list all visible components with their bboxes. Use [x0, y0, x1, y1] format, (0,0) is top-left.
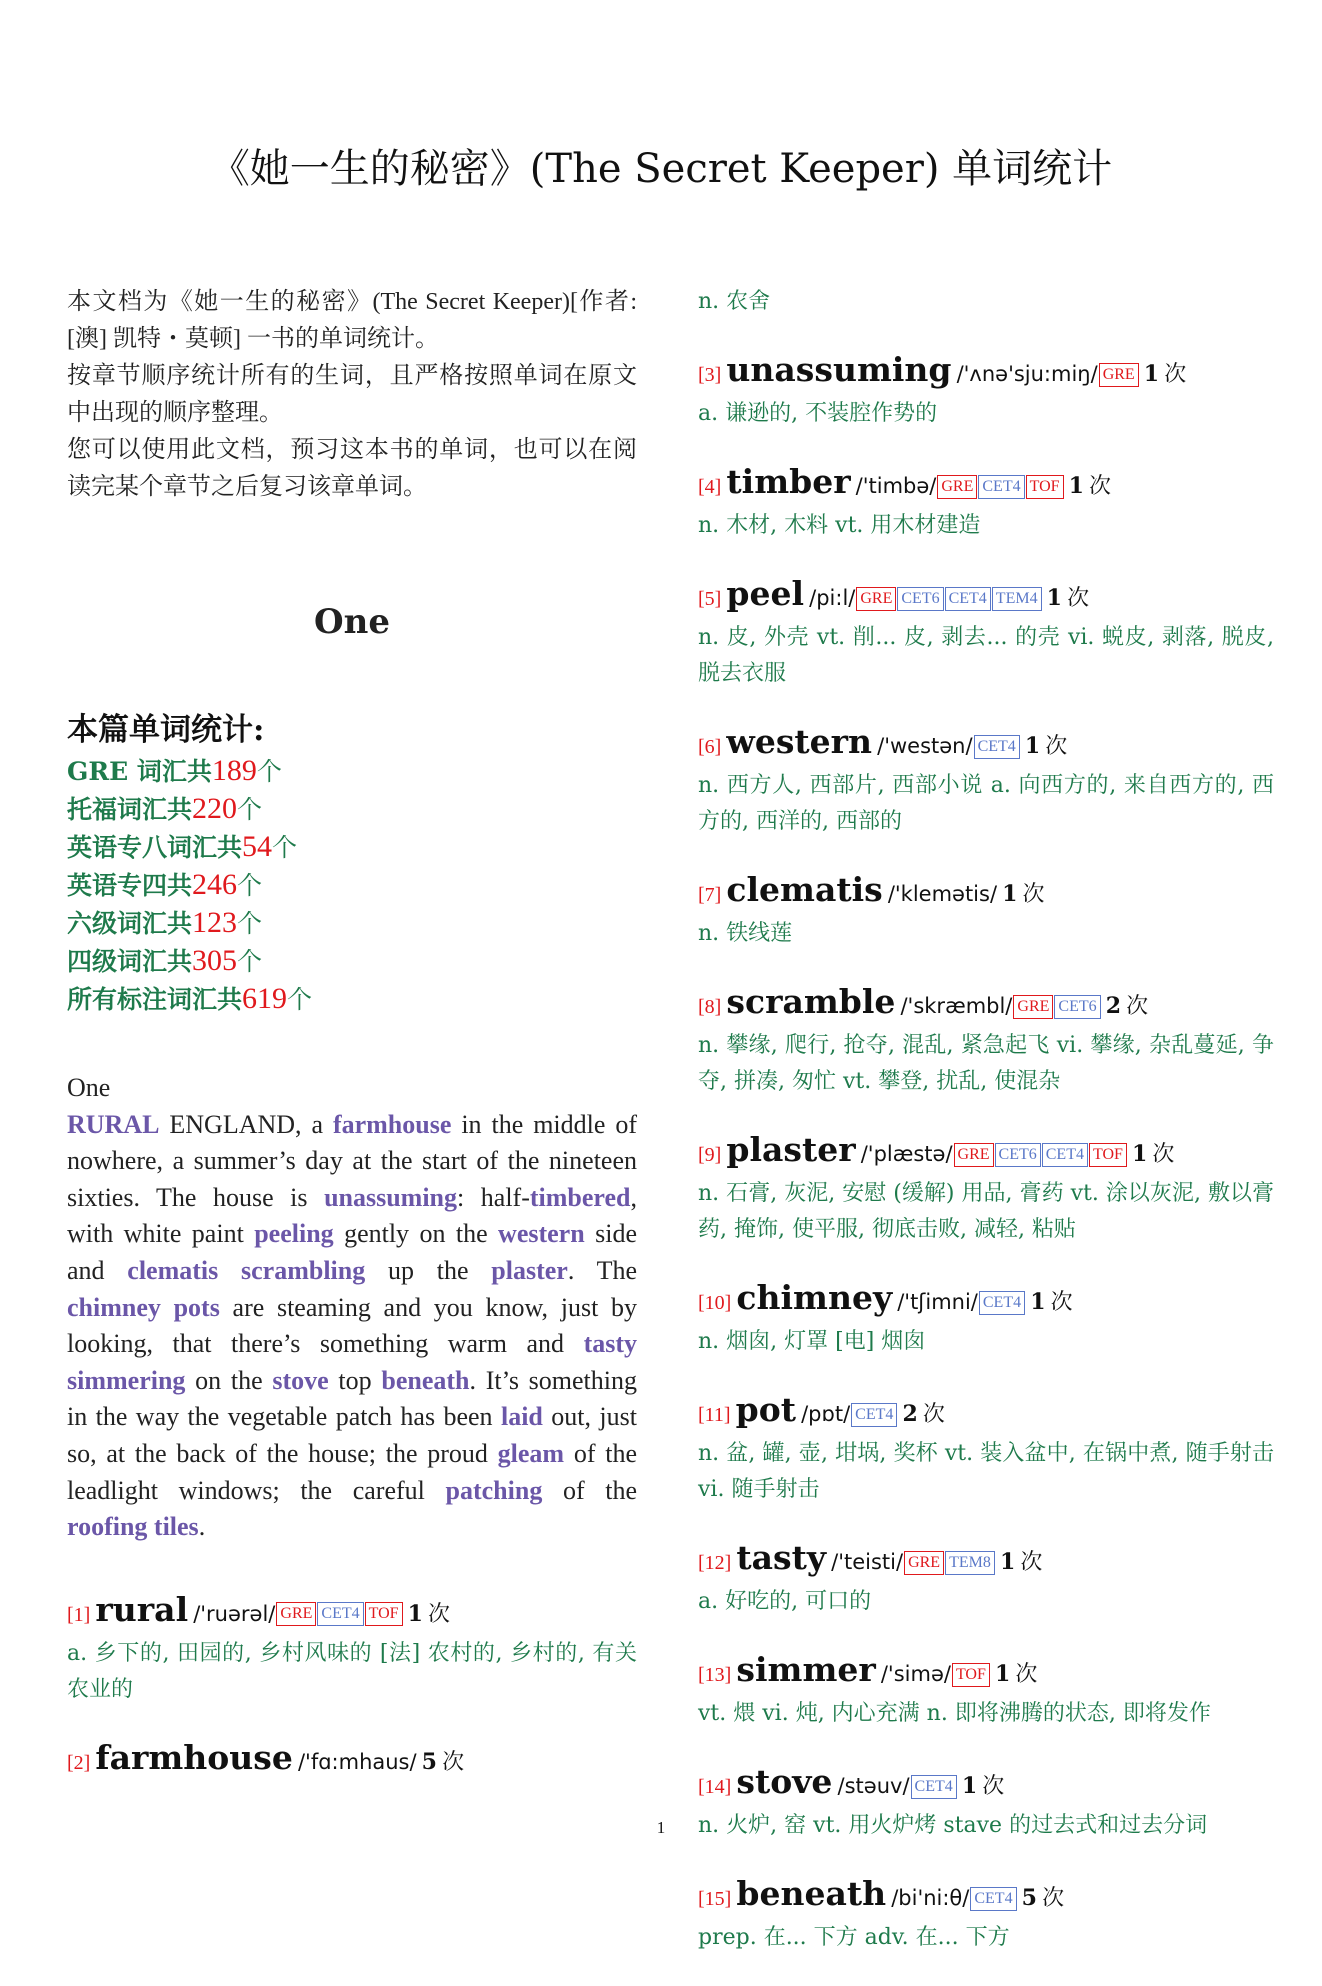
passage-body: RURAL ENGLAND, a farmhouse in the middle of nowhere, a summer’s day at the start of the nineteen sixties. The house is unassuming: half-timbered, with white paint peeling gently on the western side and clematis scrambling up the plaster. The chimney pots are steaming and you know, just by looking, that there’s something warm and tasty simmering on the stove top beneath. It’s something in the way the vegetable patch has been laid out, just so, at the back of the house; the proud gleam of the leadlight windows; the careful patching of the roofing tiles.: [67, 1109, 638, 1542]
phonetic: /'simə/: [880, 1662, 951, 1686]
stat-row: [67, 828, 637, 866]
occurrence-unit: 次: [1067, 586, 1090, 611]
level-tag: CET4: [945, 587, 991, 611]
stat-label: 六级词汇共: [67, 909, 193, 938]
highlighted-word: western: [498, 1219, 585, 1249]
word-index: [1]: [67, 1603, 91, 1626]
occurrence-count: 1: [1002, 881, 1018, 907]
phonetic: /'klemətis/: [887, 882, 998, 906]
level-tag: GRE: [937, 475, 977, 499]
word-entry: [698, 1650, 1274, 1732]
stat-unit: 个: [237, 947, 263, 976]
occurrence-count: 5: [1021, 1885, 1037, 1911]
headword: plaster: [726, 1130, 856, 1169]
word-entry: [698, 722, 1274, 840]
word-head: [698, 1538, 1274, 1584]
level-tag: TOF: [1089, 1143, 1127, 1167]
headword: clematis: [726, 870, 883, 909]
stat-label: 托福词汇共: [67, 795, 193, 824]
word-head: [67, 1590, 637, 1636]
stats-list: [67, 752, 637, 1018]
word-entry: [698, 1874, 1274, 1956]
phonetic: /pi:l/: [809, 586, 856, 610]
level-tag: GRE: [954, 1143, 994, 1167]
highlighted-word: unassuming: [324, 1182, 458, 1212]
occurrence-unit: 次: [1089, 474, 1112, 499]
headword: scramble: [726, 982, 896, 1021]
occurrence-count: 2: [1105, 993, 1122, 1019]
word-definition: a. 谦逊的, 不装腔作势的: [698, 401, 938, 426]
word-index: [11]: [698, 1404, 731, 1426]
stat-row: [67, 904, 637, 942]
stat-unit: 个: [287, 985, 313, 1014]
highlighted-word: simmering: [67, 1365, 186, 1395]
headword: tasty: [736, 1538, 827, 1577]
stat-label: 英语专八词汇共: [67, 833, 243, 862]
word-head: [698, 722, 1274, 768]
word-index: [6]: [698, 736, 722, 758]
word-definition: n. 木材, 木料 vt. 用木材建造: [698, 513, 981, 538]
highlighted-word: roofing tiles: [67, 1512, 199, 1542]
page-title: 《她一生的秘密》(The Secret Keeper) 单词统计: [209, 146, 1113, 192]
word-entry: [698, 1130, 1274, 1248]
word-index: [12]: [698, 1552, 732, 1574]
word-index: [4]: [698, 476, 722, 498]
word-definition: n. 盆, 罐, 壶, 坩埚, 奖杯 vt. 装入盆中, 在锅中煮, 随手射击 vi. 随手射击: [698, 1441, 1274, 1502]
occurrence-count: 1: [1024, 733, 1041, 759]
word-index: [14]: [698, 1776, 732, 1798]
intro-paragraph: 按章节顺序统计所有的生词，且严格按照单词在原文中出现的顺序整理。: [67, 363, 637, 426]
stat-unit: 个: [237, 909, 263, 938]
stat-count: 220: [192, 792, 238, 825]
highlighted-word: stove: [272, 1365, 329, 1395]
occurrence-unit: 次: [1015, 1662, 1038, 1687]
intro-paragraph: 您可以使用此文档，预习这本书的单词，也可以在阅读完某个章节之后复习该章单词。: [67, 437, 637, 500]
highlighted-word: patching: [445, 1475, 543, 1505]
occurrence-count: 1: [1030, 1289, 1046, 1315]
stat-row: [67, 866, 637, 904]
word-entry: [698, 1278, 1274, 1360]
word-head: [698, 1130, 1274, 1176]
headword: chimney: [736, 1278, 893, 1317]
occurrence-unit: 次: [922, 1402, 945, 1427]
word-head: [67, 1738, 637, 1784]
phonetic: /pɒt/: [801, 1402, 851, 1426]
word-head: [698, 982, 1274, 1028]
word-index: [8]: [698, 996, 722, 1018]
occurrence-unit: 次: [1164, 362, 1187, 387]
level-tag: GRE: [1013, 995, 1053, 1019]
occurrence-unit: 次: [1152, 1142, 1175, 1167]
word-entry: [698, 462, 1274, 544]
level-tag: CET4: [851, 1403, 897, 1427]
intro-paragraph: 本文档为《她一生的秘密》(The Secret Keeper)[作者: [澳] 凯特・莫顿] 一书的单词统计。: [67, 289, 637, 352]
word-head: [698, 1762, 1274, 1808]
highlighted-word: beneath: [381, 1365, 470, 1395]
word-head: [698, 1874, 1274, 1920]
word-entry: [698, 1538, 1274, 1620]
level-tag: CET4: [317, 1602, 363, 1626]
phonetic: /'ruərəl/: [193, 1601, 276, 1626]
word-definition: a. 乡下的, 田园的, 乡村风味的 [法] 农村的, 乡村的, 有关农业的: [67, 1640, 637, 1702]
stat-unit: 个: [272, 833, 298, 862]
headword: western: [726, 722, 873, 761]
phonetic: /'ʌnə'sju:miŋ/: [956, 362, 1098, 386]
stat-label: 四级词汇共: [67, 947, 193, 976]
occurrence-count: 1: [1046, 585, 1062, 611]
phonetic: /'teisti/: [831, 1550, 904, 1574]
level-tag: TOF: [365, 1602, 403, 1626]
occurrence-count: 5: [421, 1748, 437, 1775]
stat-count: 619: [242, 982, 288, 1015]
phonetic: /'tʃimni/: [897, 1290, 978, 1314]
occurrence-count: 1: [999, 1549, 1016, 1575]
headword: pot: [735, 1390, 796, 1429]
word-index: [10]: [698, 1292, 732, 1314]
headword: farmhouse: [95, 1737, 293, 1777]
level-tag: CET4: [1042, 1143, 1088, 1167]
phonetic: /'fɑ:mhaus/: [297, 1749, 417, 1774]
word-definition: n. 西方人, 西部片, 西部小说 a. 向西方的, 来自西方的, 西方的, 西洋的, 西部的: [698, 773, 1274, 834]
stat-row: [67, 790, 637, 828]
stat-unit: 个: [237, 795, 263, 824]
stat-row: [67, 942, 637, 980]
occurrence-unit: 次: [1126, 994, 1149, 1019]
highlighted-word: plaster: [491, 1255, 568, 1285]
word-head: [698, 350, 1274, 396]
stat-unit: 个: [256, 757, 282, 786]
occurrence-unit: 次: [428, 1601, 451, 1627]
stat-count: 123: [192, 906, 238, 939]
word-definition: a. 好吃的, 可口的: [698, 1589, 872, 1614]
occurrence-count: 1: [1132, 1141, 1148, 1167]
word-definition: n. 攀缘, 爬行, 抢夺, 混乱, 紧急起飞 vi. 攀缘, 杂乱蔓延, 争夺, 拼凑, 匆忙 vt. 攀登, 扰乱, 使混杂: [698, 1033, 1274, 1094]
stat-unit: 个: [237, 871, 263, 900]
left-column: [67, 284, 637, 1784]
word-head: [698, 462, 1274, 508]
occurrence-unit: 次: [1050, 1290, 1073, 1315]
level-tag: CET6: [897, 587, 943, 611]
phonetic: /bi'ni:θ/: [891, 1886, 970, 1910]
occurrence-unit: 次: [1042, 1886, 1065, 1911]
occurrence-count: 1: [994, 1661, 1011, 1687]
intro: [67, 284, 637, 506]
level-tag: TEM8: [945, 1551, 995, 1575]
word-entry: [698, 574, 1274, 692]
word-index: [7]: [698, 884, 722, 906]
stat-label: 所有标注词汇共: [67, 985, 243, 1014]
occurrence-count: 2: [902, 1401, 918, 1427]
level-tag: GRE: [276, 1602, 316, 1626]
word-index: [9]: [698, 1144, 722, 1166]
passage-heading: One: [67, 1073, 111, 1102]
stat-count: 189: [211, 754, 257, 787]
word-definition-continued: n. 农舍: [698, 289, 771, 314]
occurrence-count: 1: [1068, 473, 1084, 499]
phonetic: /'timbə/: [855, 474, 937, 498]
word-list-left: [67, 1590, 637, 1784]
highlighted-word: gleam: [497, 1438, 565, 1468]
level-tag: TOF: [1026, 475, 1064, 499]
phonetic: /stəuv/: [837, 1774, 910, 1798]
chapter-heading: One: [314, 602, 390, 642]
word-definition: n. 皮, 外壳 vt. 削... 皮, 剥去... 的壳 vi. 蜕皮, 剥落, 脱皮, 脱去衣服: [698, 625, 1274, 686]
word-index: [3]: [698, 364, 722, 386]
level-tag: CET4: [979, 1291, 1025, 1315]
occurrence-unit: 次: [442, 1749, 465, 1775]
stat-row: [67, 980, 637, 1018]
phonetic: /'westən/: [877, 734, 973, 758]
word-definition: prep. 在... 下方 adv. 在... 下方: [698, 1925, 1010, 1950]
word-entry: [698, 870, 1274, 952]
word-entry: [698, 350, 1274, 432]
word-index: [13]: [698, 1664, 732, 1686]
level-tag: CET6: [995, 1143, 1041, 1167]
highlighted-word: chimney: [67, 1292, 161, 1322]
word-head: [698, 1650, 1274, 1696]
occurrence-unit: 次: [1022, 882, 1045, 907]
stats-title: 本篇单词统计:: [67, 712, 265, 748]
highlighted-word: peeling: [254, 1219, 334, 1249]
stat-count: 54: [242, 830, 273, 863]
headword: rural: [95, 1589, 189, 1629]
level-tag: GRE: [856, 587, 896, 611]
highlighted-word: pots: [173, 1292, 220, 1322]
headword: peel: [726, 574, 805, 613]
word-entry: [67, 1738, 637, 1784]
highlighted-word: scrambling: [241, 1255, 366, 1285]
occurrence-unit: 次: [982, 1774, 1005, 1799]
stat-count: 246: [192, 868, 238, 901]
stat-label: 英语专四共: [67, 871, 193, 900]
level-tag: CET4: [974, 735, 1020, 759]
word-entry: [698, 1390, 1274, 1508]
phonetic: /'skræmbl/: [900, 994, 1013, 1018]
word-definition: n. 烟囱, 灯罩 [电] 烟囱: [698, 1329, 926, 1354]
word-definition: vt. 煨 vi. 炖, 内心充满 n. 即将沸腾的状态, 即将发作: [698, 1701, 1211, 1726]
level-tag: GRE: [1099, 363, 1139, 387]
word-entry: [67, 1590, 637, 1708]
occurrence-count: 1: [961, 1773, 978, 1799]
highlighted-word: laid: [500, 1402, 543, 1432]
level-tag: GRE: [904, 1551, 944, 1575]
occurrence-count: 1: [407, 1600, 423, 1627]
passage: [67, 1070, 637, 1546]
word-entry: [698, 982, 1274, 1100]
word-head: [698, 1278, 1274, 1324]
headword: beneath: [736, 1874, 887, 1913]
highlighted-word: tasty: [583, 1329, 637, 1359]
highlighted-word: clematis: [127, 1255, 219, 1285]
word-list-right: [698, 350, 1274, 1956]
headword: simmer: [736, 1650, 876, 1689]
level-tag: TEM4: [992, 587, 1042, 611]
highlighted-word: farmhouse: [332, 1109, 452, 1139]
right-column: [698, 284, 1274, 1986]
word-index: [15]: [698, 1888, 732, 1910]
stat-row: [67, 752, 637, 790]
headword: stove: [736, 1762, 833, 1801]
level-tag: TOF: [952, 1663, 990, 1687]
phonetic: /'plæstə/: [860, 1142, 953, 1166]
level-tag: CET6: [1054, 995, 1100, 1019]
level-tag: CET4: [978, 475, 1024, 499]
occurrence-unit: 次: [1020, 1550, 1043, 1575]
level-tag: CET4: [970, 1887, 1016, 1911]
headword: timber: [726, 462, 851, 501]
word-index: [2]: [67, 1751, 91, 1774]
word-head: [698, 1390, 1274, 1436]
highlighted-word: timbered: [529, 1182, 631, 1212]
page-number: 1: [656, 1818, 666, 1837]
word-definition: n. 石膏, 灰泥, 安慰 (缓解) 用品, 膏药 vt. 涂以灰泥, 敷以膏药, 掩饰, 使平服, 彻底击败, 减轻, 粘贴: [698, 1181, 1274, 1242]
highlighted-word: RURAL: [67, 1109, 160, 1139]
stat-label: GRE 词汇共: [67, 757, 212, 786]
stat-count: 305: [192, 944, 238, 977]
occurrence-unit: 次: [1045, 734, 1068, 759]
word-definition: n. 铁线莲: [698, 921, 793, 946]
level-tag: CET4: [911, 1775, 957, 1799]
occurrence-count: 1: [1143, 361, 1160, 387]
word-index: [5]: [698, 588, 722, 610]
word-definition: n. 火炉, 窑 vt. 用火炉烤 stave 的过去式和过去分词: [698, 1813, 1208, 1838]
word-head: [698, 574, 1274, 620]
word-head: [698, 870, 1274, 916]
headword: unassuming: [726, 350, 952, 389]
